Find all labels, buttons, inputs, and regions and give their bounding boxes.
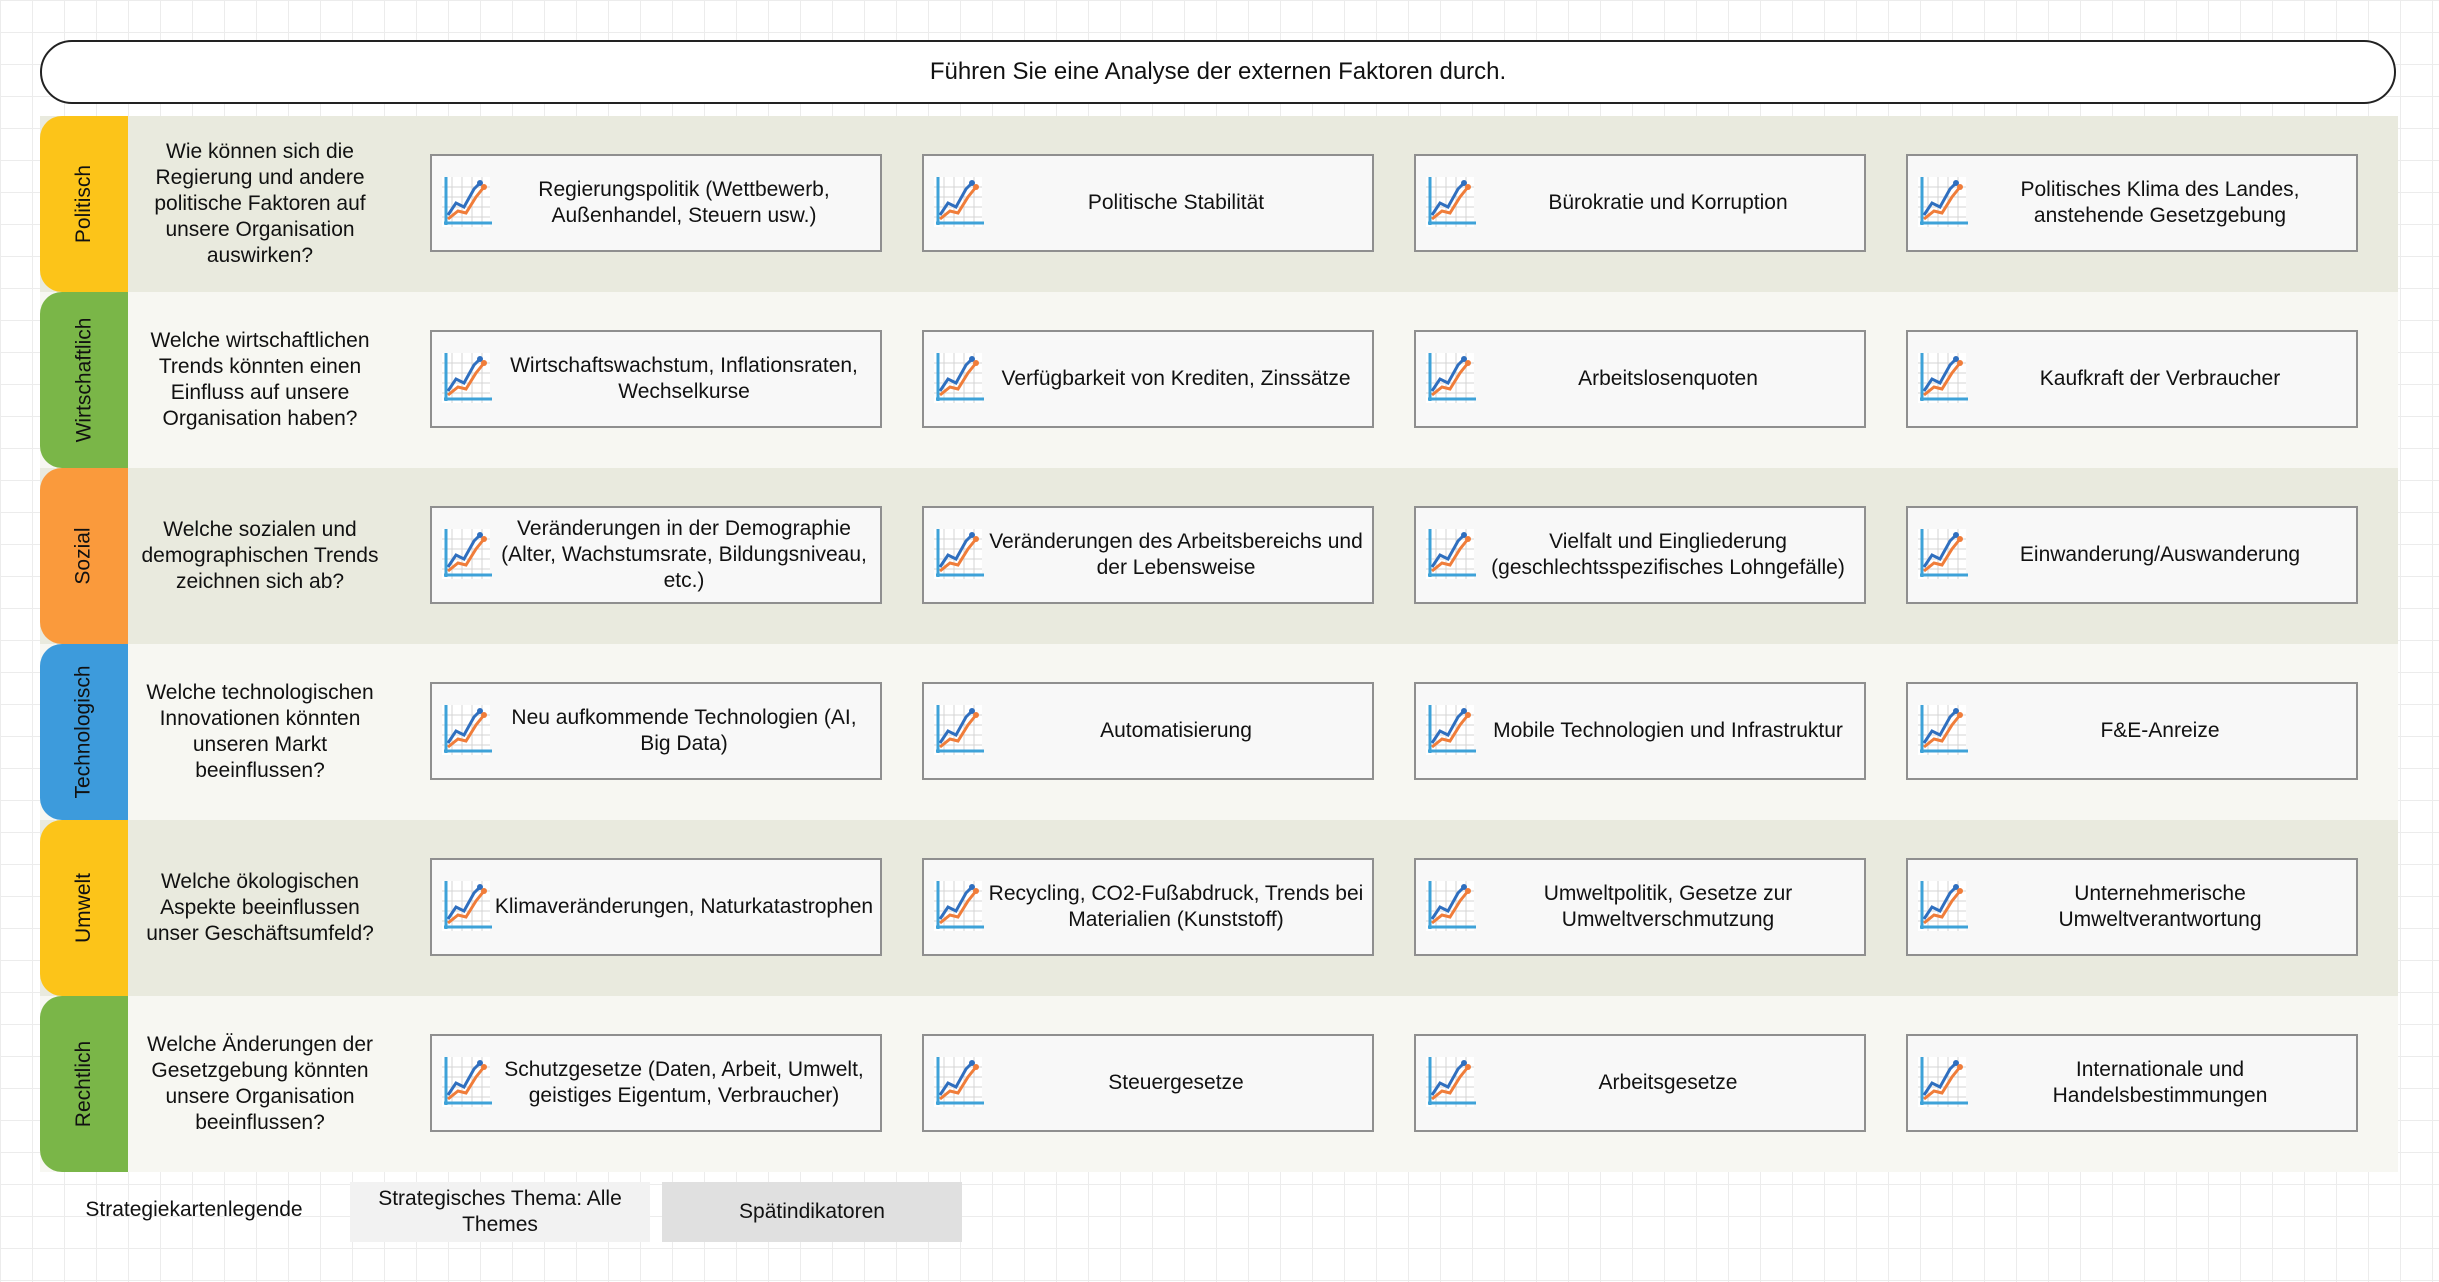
row-question: Welche wirtschaftlichen Trends könnten einen Einfluss auf unsere Organisation haben? bbox=[150, 329, 370, 430]
factor-label: Arbeitsgesetze bbox=[1598, 1071, 1738, 1094]
factor-card[interactable] bbox=[1414, 1034, 1866, 1132]
row-question: Welche ökologischen Aspekte beeinflussen unser Geschäftsumfeld? bbox=[146, 870, 374, 945]
factor-card[interactable] bbox=[922, 858, 1374, 956]
chart-trend-icon bbox=[1914, 349, 1970, 409]
factor-label: Verfügbarkeit von Krediten, Zinssätze bbox=[1001, 367, 1351, 390]
chart-trend-icon bbox=[930, 173, 986, 233]
factor-card[interactable] bbox=[1906, 154, 2358, 252]
chart-trend-icon bbox=[1914, 1053, 1970, 1113]
chart-trend-icon bbox=[1422, 1053, 1478, 1113]
chart-trend-icon bbox=[1914, 877, 1970, 937]
chart-trend-icon bbox=[930, 1053, 986, 1113]
tab-politisch bbox=[40, 116, 128, 292]
row-question: Welche technologischen Innovationen könnten unseren Markt beeinflussen? bbox=[146, 681, 374, 782]
chart-trend-icon bbox=[930, 349, 986, 409]
row-question: Welche Änderungen der Gesetzgebung könnten unsere Organisation beeinflussen? bbox=[146, 1033, 374, 1134]
factor-card[interactable] bbox=[430, 1034, 882, 1132]
chart-trend-icon bbox=[438, 877, 494, 937]
tab-sozial bbox=[40, 468, 128, 644]
factor-label: Steuergesetze bbox=[1108, 1071, 1244, 1094]
tab-wirtschaftlich bbox=[40, 292, 128, 468]
factor-card[interactable] bbox=[922, 154, 1374, 252]
row-wirtschaftlich bbox=[40, 292, 2398, 468]
row-umwelt bbox=[40, 820, 2398, 996]
factor-label: Veränderungen in der Demographie (Alter, Wachstumsrate, Bildungsniveau, etc.) bbox=[501, 517, 867, 592]
tab-technologisch bbox=[40, 644, 128, 820]
chart-trend-icon bbox=[1914, 525, 1970, 585]
factor-label: Politische Stabilität bbox=[1087, 191, 1265, 214]
factor-label: Kaufkraft der Verbraucher bbox=[2039, 367, 2281, 390]
factor-card[interactable] bbox=[1906, 858, 2358, 956]
chart-trend-icon bbox=[1422, 701, 1478, 761]
factor-label: Regierungspolitik (Wettbewerb, Außenhandel, Steuern usw.) bbox=[538, 178, 830, 227]
factor-card[interactable] bbox=[922, 1034, 1374, 1132]
chart-trend-icon bbox=[438, 349, 494, 409]
factor-card[interactable] bbox=[1906, 682, 2358, 780]
factor-label: Mobile Technologien und Infrastruktur bbox=[1493, 719, 1843, 742]
tab-rechtlich bbox=[40, 996, 128, 1172]
factor-card[interactable] bbox=[430, 682, 882, 780]
factor-card[interactable] bbox=[1906, 1034, 2358, 1132]
factor-label: F&E-Anreize bbox=[2100, 719, 2220, 742]
row-technologisch bbox=[40, 644, 2398, 820]
tab-umwelt bbox=[40, 820, 128, 996]
factor-card[interactable] bbox=[1414, 330, 1866, 428]
factor-label: Politisches Klima des Landes, anstehende Gesetzgebung bbox=[2020, 178, 2300, 227]
chart-trend-icon bbox=[438, 701, 494, 761]
factor-label: Schutzgesetze (Daten, Arbeit, Umwelt, geistiges Eigentum, Verbraucher) bbox=[504, 1058, 864, 1107]
chart-trend-icon bbox=[930, 525, 986, 585]
factor-card[interactable] bbox=[1906, 330, 2358, 428]
chart-trend-icon bbox=[438, 1053, 494, 1113]
chart-trend-icon bbox=[1422, 525, 1478, 585]
row-label: Technologisch bbox=[72, 665, 95, 799]
chart-trend-icon bbox=[1914, 173, 1970, 233]
factor-label: Wirtschaftswachstum, Inflationsraten, Wechselkurse bbox=[510, 354, 858, 403]
row-label: Rechtlich bbox=[72, 1040, 95, 1128]
factor-card[interactable] bbox=[430, 506, 882, 604]
factor-label: Automatisierung bbox=[1100, 719, 1252, 742]
factor-label: Veränderungen des Arbeitsbereichs und der Lebensweise bbox=[989, 530, 1363, 579]
row-label: Wirtschaftlich bbox=[72, 317, 96, 443]
factor-label: Arbeitslosenquoten bbox=[1578, 367, 1758, 390]
chart-trend-icon bbox=[438, 173, 494, 233]
chart-trend-icon bbox=[1422, 877, 1478, 937]
factor-card[interactable] bbox=[430, 154, 882, 252]
row-label: Politisch bbox=[71, 164, 95, 244]
factor-card[interactable] bbox=[430, 330, 882, 428]
factor-label: Recycling, CO2-Fußabdruck, Trends bei Materialien (Kunststoff) bbox=[988, 882, 1364, 931]
chart-trend-icon bbox=[438, 525, 494, 585]
row-rechtlich bbox=[40, 996, 2398, 1172]
pestel-grid bbox=[40, 116, 2398, 1172]
legend-label: Strategiekartenlegende bbox=[85, 1198, 303, 1221]
row-question: Wie können sich die Regierung und andere politische Faktoren auf unsere Organisation auswirken? bbox=[154, 140, 366, 267]
legend-lagging-indicators[interactable]: Spätindikatoren bbox=[662, 1182, 962, 1242]
factor-label: Umweltpolitik, Gesetze zur Umweltverschmutzung bbox=[1543, 882, 1793, 931]
chart-trend-icon bbox=[930, 877, 986, 937]
factor-card[interactable] bbox=[1414, 506, 1866, 604]
factor-card[interactable] bbox=[1414, 682, 1866, 780]
row-politisch bbox=[40, 116, 2398, 292]
chart-trend-icon bbox=[1422, 349, 1478, 409]
factor-card[interactable] bbox=[922, 682, 1374, 780]
chart-trend-icon bbox=[1422, 173, 1478, 233]
factor-card[interactable] bbox=[430, 858, 882, 956]
legend-theme-item[interactable]: Strategisches Thema: Alle Themes bbox=[350, 1182, 650, 1242]
chart-trend-icon bbox=[1914, 701, 1970, 761]
factor-label: Bürokratie und Korruption bbox=[1548, 191, 1788, 214]
factor-card[interactable] bbox=[1414, 154, 1866, 252]
factor-label: Klimaveränderungen, Naturkatastrophen bbox=[494, 895, 874, 918]
diagram-title: Führen Sie eine Analyse der externen Faktoren durch. bbox=[40, 40, 2396, 104]
row-question: Welche sozialen und demographischen Trends zeichnen sich ab? bbox=[141, 518, 379, 593]
chart-trend-icon bbox=[930, 701, 986, 761]
factor-card[interactable] bbox=[1906, 506, 2358, 604]
factor-label: Einwanderung/Auswanderung bbox=[2019, 543, 2301, 566]
factor-card[interactable] bbox=[922, 330, 1374, 428]
row-label: Sozial bbox=[71, 527, 95, 585]
factor-label: Vielfalt und Eingliederung (geschlechtsspezifisches Lohngefälle) bbox=[1491, 530, 1845, 579]
factor-card[interactable] bbox=[922, 506, 1374, 604]
factor-label: Neu aufkommende Technologien (AI, Big Data) bbox=[511, 706, 857, 755]
factor-label: Internationale und Handelsbestimmungen bbox=[2052, 1058, 2268, 1107]
factor-label: Unternehmerische Umweltverantwortung bbox=[2058, 882, 2262, 931]
factor-card[interactable] bbox=[1414, 858, 1866, 956]
row-label: Umwelt bbox=[71, 872, 95, 944]
row-sozial bbox=[40, 468, 2398, 644]
